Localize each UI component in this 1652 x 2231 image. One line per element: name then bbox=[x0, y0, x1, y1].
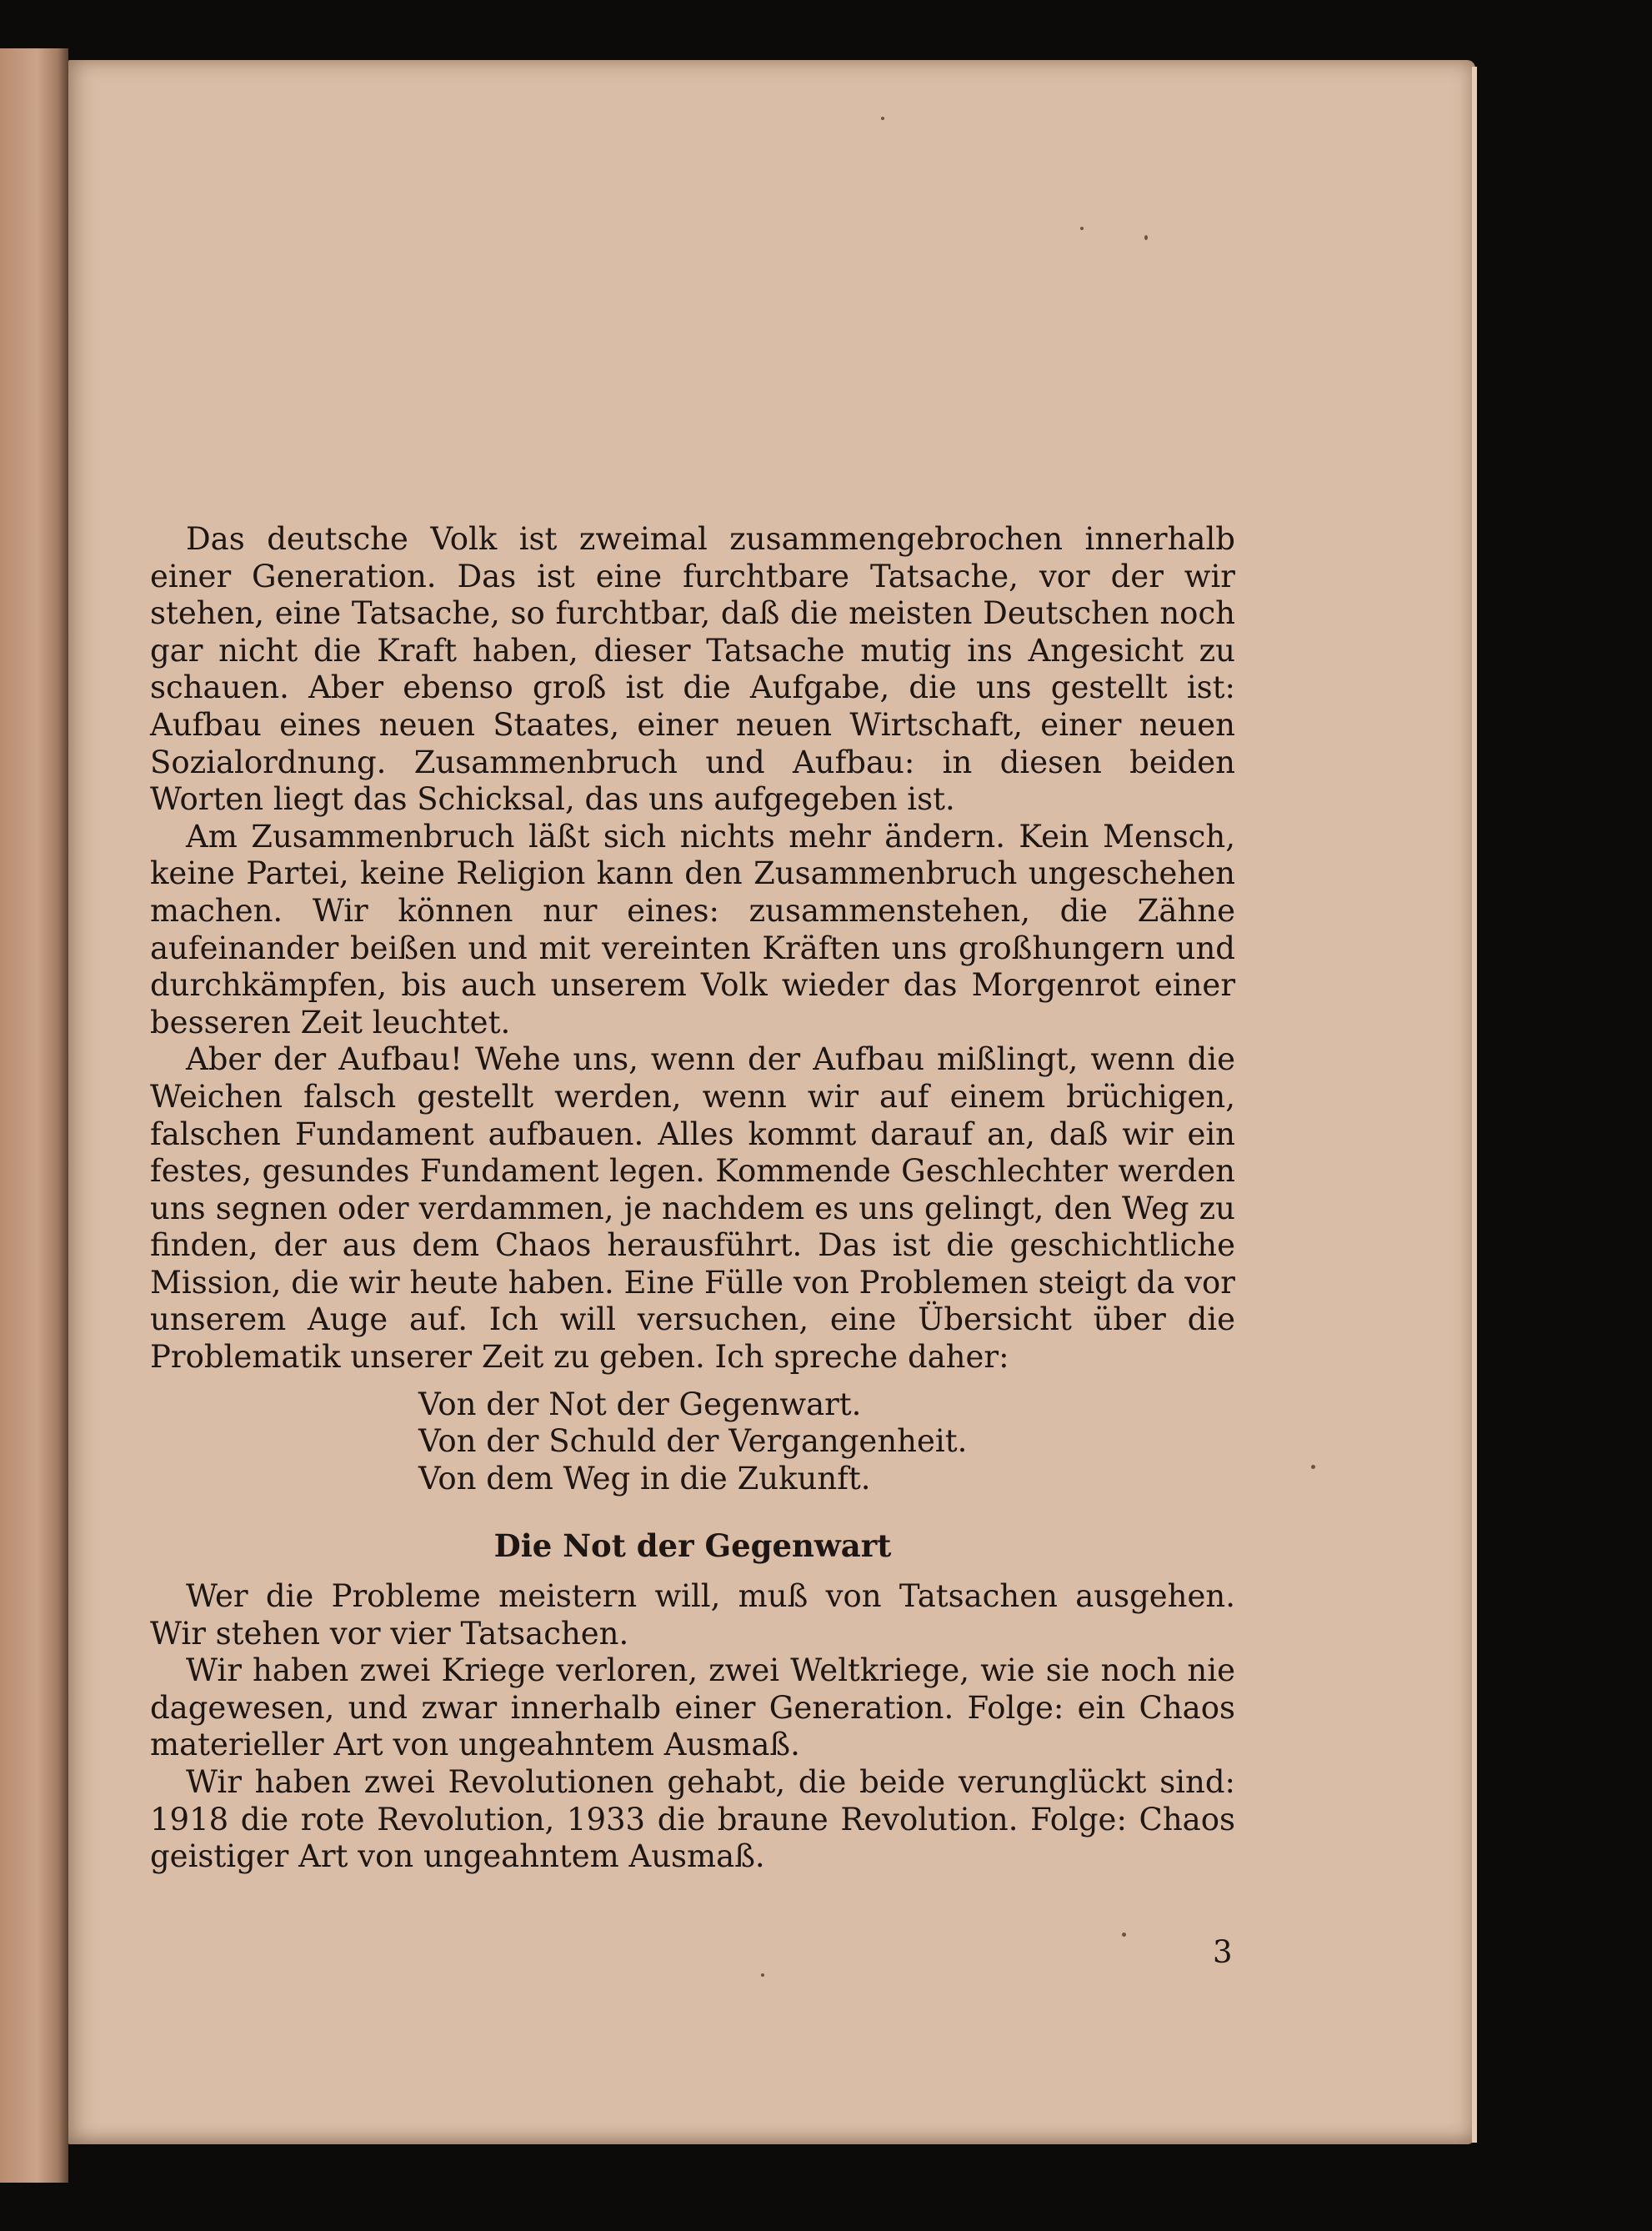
paragraph: Aber der Aufbau! Wehe uns, wenn der Aufbau mißlingt, wenn die Weichen falsch gestellt werden, wenn wir auf einem brüchigen, falschen Fundament aufbauen. Alles kommt darauf an, daß wir ein festes, gesundes Fundament legen. Kommende Geschlechter werden uns segnen oder verdammen, je nachdem es uns gelingt, den Weg zu finden, der aus dem Chaos herausführt. Das ist die geschichtliche Mission, die wir heute haben. Eine Fülle von Problemen steigt da vor unserem Auge auf. Ich will versuchen, eine Übersicht über die Problematik unserer Zeit zu geben. Ich spreche daher: bbox=[150, 1041, 1235, 1376]
paragraph: Wir haben zwei Kriege verloren, zwei Weltkriege, wie sie noch nie dagewesen, und zwar innerhalb einer Generation. Folge: ein Chaos materieller Art von ungeahntem Ausmaß. bbox=[150, 1652, 1235, 1763]
paper-speck bbox=[1311, 1465, 1315, 1469]
paper-speck bbox=[1080, 227, 1084, 230]
paper-speck bbox=[1122, 1933, 1126, 1937]
section-heading: Die Not der Gegenwart bbox=[493, 1527, 892, 1565]
paper-speck bbox=[881, 117, 884, 120]
left-page-edge bbox=[0, 48, 68, 2183]
paper-speck bbox=[761, 1973, 764, 1977]
outline-list bbox=[418, 1386, 1235, 1498]
paper-speck bbox=[1144, 235, 1148, 240]
paragraph: Wir haben zwei Revolutionen gehabt, die beide verunglückt sind: 1918 die rote Revolution, 1933 die braune Revolution. Folge: Chaos geistiger Art von ungeahntem Ausmaß. bbox=[150, 1764, 1235, 1875]
outline-item: Von dem Weg in die Zukunft. bbox=[418, 1460, 871, 1497]
page-edge bbox=[1472, 67, 1477, 2143]
outline-item: Von der Schuld der Vergangenheit. bbox=[418, 1423, 968, 1460]
paragraph: Das deutsche Volk ist zweimal zusammengebrochen innerhalb einer Generation. Das ist eine furchtbare Tatsache, vor der wir stehen, eine Tatsache, so furchtbar, daß die meisten Deutschen noch gar nicht die Kraft haben, dieser Tatsache mutig ins Angesicht zu schauen. Aber ebenso groß ist die Aufgabe, die uns gestellt ist: Aufbau eines neuen Staates, einer neuen Wirtschaft, einer neuen Sozialordnung. Zusammenbruch und Aufbau: in diesen beiden Worten liegt das Schicksal, das uns aufgegeben ist. bbox=[150, 521, 1235, 818]
body-text bbox=[150, 521, 1235, 1876]
outline-item: Von der Not der Gegenwart. bbox=[418, 1386, 862, 1422]
paragraph: Am Zusammenbruch läßt sich nichts mehr ändern. Kein Mensch, keine Partei, keine Religion kann den Zusammenbruch ungeschehen machen. Wir können nur eines: zusammenstehen, die Zähne aufeinander beißen und mit vereinten Kräften uns großhungern und durchkämpfen, bis auch unserem Volk wieder das Morgenrot einer besseren Zeit leuchtet. bbox=[150, 818, 1235, 1040]
page-number: 3 bbox=[1213, 1934, 1233, 1970]
paragraph: Wer die Probleme meistern will, muß von Tatsachen ausgehen. Wir stehen vor vier Tatsachen. bbox=[150, 1578, 1235, 1652]
